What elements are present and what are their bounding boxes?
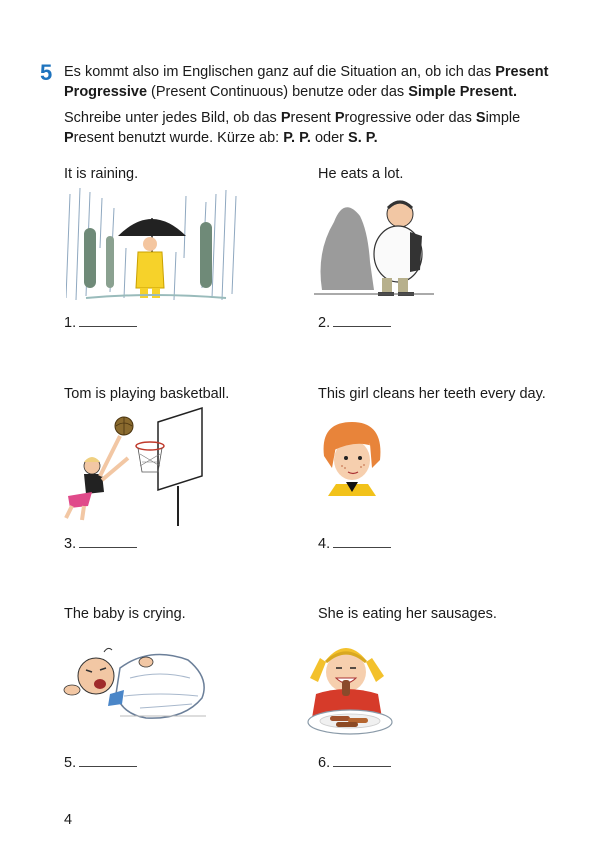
sentence-4: This girl cleans her teeth every day.: [318, 386, 546, 402]
answer-2: 2.: [318, 314, 391, 331]
basketball-picture: [62, 406, 212, 528]
exercise-instruction: Schreibe unter jedes Bild, ob das Present Progressive oder das Simple Present benutzt wurde. Kürze ab: P. P. oder S. P.: [64, 110, 521, 146]
answer-6: 6.: [318, 754, 391, 771]
answer-1: 1.: [64, 314, 137, 331]
answer-blank-4[interactable]: [333, 535, 391, 548]
sentence-1: It is raining.: [64, 166, 139, 182]
sentence-6: She is eating her sausages.: [318, 606, 497, 622]
exercise-intro: Es kommt also im Englischen ganz auf die Situation an, ob ich das Present Progressive (Present Continuous) benutze oder das Simple Present.: [64, 64, 549, 100]
girl-face-picture: [316, 416, 386, 496]
sentence-2: He eats a lot.: [318, 166, 404, 182]
crying-baby-picture: [60, 638, 212, 724]
answer-blank-6[interactable]: [333, 754, 391, 767]
girl-sausages-picture: [302, 632, 398, 744]
answer-4: 4.: [318, 535, 391, 552]
answer-blank-3[interactable]: [79, 535, 137, 548]
sentence-5: The baby is crying.: [64, 606, 186, 622]
answer-5: 5.: [64, 754, 137, 771]
answer-blank-5[interactable]: [79, 754, 137, 767]
answer-3: 3.: [64, 535, 137, 552]
page-number: 4: [64, 812, 73, 828]
sentence-3: Tom is playing basketball.: [64, 386, 230, 402]
fat-man-picture: [314, 192, 436, 300]
answer-blank-1[interactable]: [79, 314, 137, 327]
rain-umbrella-picture: [66, 188, 238, 304]
exercise-number: 5: [40, 60, 53, 85]
answer-blank-2[interactable]: [333, 314, 391, 327]
